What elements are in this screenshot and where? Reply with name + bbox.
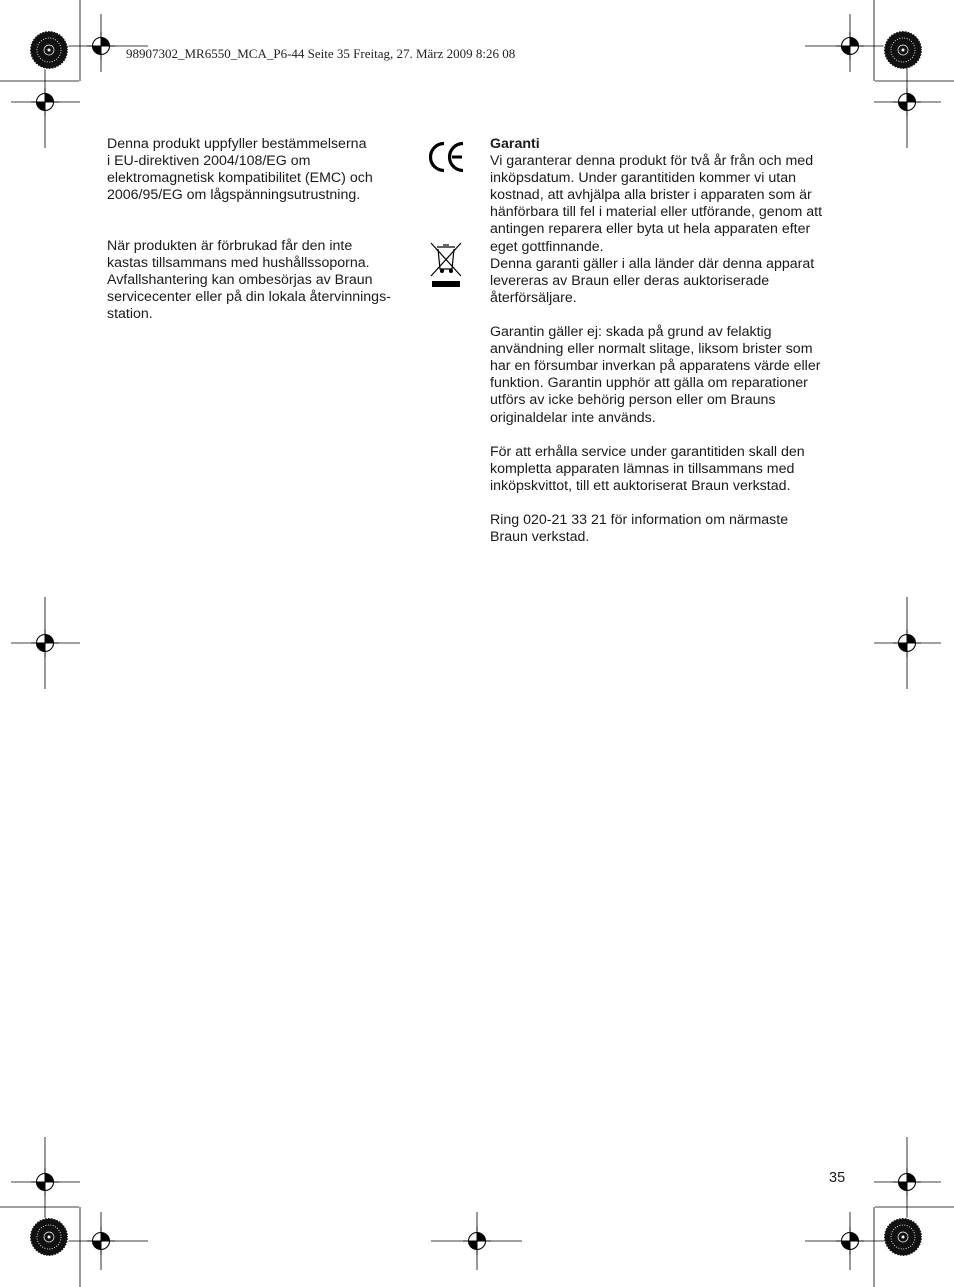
directive-line: Denna produkt uppfyller bestämmelserna bbox=[107, 136, 367, 152]
warranty-line: kompletta apparaten lämnas in tillsammans med bbox=[490, 460, 795, 477]
warranty-line: inköpsdatum. Under garantitiden kommer vi utan bbox=[490, 170, 796, 187]
print-slug: 98907302_MR6550_MCA_P6-44 Seite 35 Freitag, 27. März 2009 8:26 08 bbox=[126, 46, 516, 61]
disposal-text bbox=[107, 238, 417, 323]
disposal-line: Avfallshantering kan ombesörjas av Braun bbox=[107, 272, 373, 289]
warranty-line: Garantin gäller ej: skada på grund av felaktig bbox=[490, 324, 772, 341]
warranty-line: återförsäljare. bbox=[490, 289, 577, 306]
disposal-line: När produkten är förbrukad får den inte bbox=[107, 238, 353, 254]
left-column bbox=[107, 136, 417, 204]
warranty-line: originaldelar inte används. bbox=[490, 409, 656, 426]
directive-line: 2006/95/EG om lågspänningsutrustning. bbox=[107, 187, 361, 204]
directive-line: i EU-direktiven 2004/108/EG om bbox=[107, 153, 311, 170]
warranty-line: eget gottfinnande. bbox=[490, 238, 604, 255]
warranty-line: levereras av Braun eller deras auktoriserade bbox=[490, 272, 770, 289]
warranty-line: Vi garanterar denna produkt för två år från och med bbox=[490, 153, 814, 170]
warranty-line: För att erhålla service under garantitiden skall den bbox=[490, 443, 805, 460]
disposal-line: kastas tillsammans med hushållssoporna. bbox=[107, 255, 370, 272]
warranty-line: hänförbara till fel i material eller utförande, genom att bbox=[490, 204, 823, 221]
crossed-out-bin-icon bbox=[429, 240, 463, 290]
warranty-section bbox=[490, 136, 850, 546]
ce-mark-icon bbox=[429, 141, 465, 173]
disposal-line: servicecenter eller på din lokala återvinnings- bbox=[107, 289, 391, 306]
directive-line: elektromagnetisk kompatibilitet (EMC) och bbox=[107, 170, 373, 187]
warranty-line: inköpskvittot, till ett auktoriserat Braun verkstad. bbox=[490, 477, 791, 494]
warranty-line: funktion. Garantin upphör att gälla om reparationer bbox=[490, 375, 808, 392]
warranty-line: användning eller normalt slitage, liksom brister som bbox=[490, 341, 813, 358]
warranty-line: antingen reparera eller byta ut hela apparaten efter bbox=[490, 221, 811, 238]
warranty-line: Ring 020-21 33 21 för information om närmaste bbox=[490, 512, 789, 529]
warranty-line: har en försumbar inverkan på apparatens värde eller bbox=[490, 358, 821, 375]
page-number: 35 bbox=[829, 1170, 846, 1186]
warranty-line: Denna garanti gäller i alla länder där denna apparat bbox=[490, 255, 815, 272]
warranty-heading: Garanti bbox=[490, 136, 540, 152]
warranty-line: kostnad, att avhjälpa alla brister i apparaten som är bbox=[490, 187, 812, 204]
warranty-line: Braun verkstad. bbox=[490, 529, 590, 546]
disposal-line: station. bbox=[107, 306, 153, 323]
warranty-line: utförs av icke behörig person eller om Brauns bbox=[490, 392, 776, 409]
